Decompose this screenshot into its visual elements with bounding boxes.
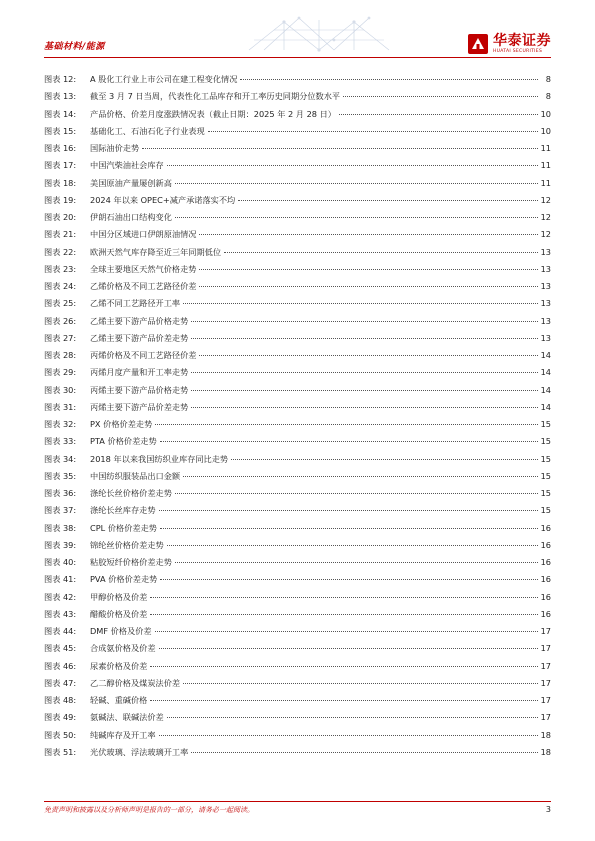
toc-entry[interactable] (44, 399, 551, 416)
toc-entry-label: 图表 24: (44, 281, 77, 291)
toc-entry-label: 图表 48: (44, 695, 77, 705)
toc-entry-page: 13 (540, 332, 551, 343)
toc-leader-dots (343, 96, 538, 97)
toc-entry-page: 15 (540, 453, 551, 464)
toc-entry[interactable] (44, 347, 551, 364)
circuit-pattern-icon (244, 10, 394, 56)
toc-entry[interactable] (44, 589, 551, 606)
toc-entry-title: 合成氨价格及价差 (90, 643, 156, 654)
toc-entry-label: 图表 41: (44, 574, 77, 585)
toc-entry-title: 甲醇价格及价差 (90, 591, 148, 602)
toc-leader-dots (339, 114, 538, 115)
toc-entry-page: 11 (540, 160, 551, 171)
toc-entry[interactable] (44, 330, 551, 347)
toc-entry-label: 图表 15: (44, 125, 77, 136)
toc-entry-label: 图表 46: (44, 660, 77, 671)
toc-entry-label: 图表 47: (44, 677, 77, 688)
toc-entry[interactable] (44, 71, 551, 88)
toc-entry-title: 乙二醇价格及煤炭法价差 (90, 677, 181, 688)
toc-entry-page: 12 (540, 229, 551, 240)
toc-entry[interactable] (44, 709, 551, 726)
toc-entry[interactable] (44, 416, 551, 433)
toc-entry[interactable] (44, 261, 551, 278)
toc-leader-dots (160, 579, 537, 580)
toc-entry-page: 15 (540, 505, 551, 516)
toc-entry-title: 中国汽柴油社会库存 (90, 160, 164, 171)
toc-entry-title: 乙烯主要下游产品价差走势 (90, 332, 189, 343)
toc-leader-dots (155, 631, 538, 632)
toc-entry[interactable] (44, 485, 551, 502)
toc-leader-dots (231, 459, 538, 460)
toc-entry-page: 13 (540, 263, 551, 274)
toc-entry[interactable] (44, 675, 551, 692)
toc-entry[interactable] (44, 364, 551, 381)
toc-entry-title: 锦纶丝价格价差走势 (90, 539, 164, 550)
toc-entry-page: 10 (540, 108, 551, 119)
toc-entry-label: 图表 51: (44, 746, 77, 757)
toc-entry-title: PX 价格价差走势 (90, 419, 153, 429)
toc-entry-title: PTA 价格价差走势 (90, 436, 157, 447)
toc-entry-page: 17 (540, 712, 551, 723)
toc-leader-dots (150, 597, 537, 598)
toc-leader-dots (159, 648, 538, 649)
logo-chinese-name: 华泰证券 (493, 32, 551, 49)
toc-entry-title: 国际油价走势 (90, 143, 140, 153)
toc-entry[interactable] (44, 520, 551, 537)
toc-leader-dots (167, 545, 538, 546)
toc-entry-label: 图表 30: (44, 384, 77, 395)
toc-entry[interactable] (44, 382, 551, 399)
toc-entry-label: 图表 45: (44, 643, 77, 654)
toc-entry-page: 17 (540, 677, 551, 688)
toc-leader-dots (224, 252, 538, 253)
toc-entry-page: 14 (540, 384, 551, 395)
toc-entry-title: DMF 价格及价差 (90, 626, 152, 636)
toc-leader-dots (240, 79, 538, 80)
toc-entry-label: 图表 31: (44, 401, 77, 412)
toc-entry[interactable] (44, 692, 551, 709)
toc-leader-dots (150, 614, 537, 615)
toc-leader-dots (191, 752, 537, 753)
toc-entry-page: 16 (540, 591, 551, 602)
toc-entry-page: 18 (540, 746, 551, 757)
toc-entry-page: 16 (540, 539, 551, 550)
toc-leader-dots (142, 148, 537, 149)
huatai-logo-icon (467, 33, 489, 55)
toc-entry-label: 图表 34: (44, 453, 77, 464)
toc-leader-dots (159, 510, 538, 511)
toc-entry-label: 图表 50: (44, 729, 77, 740)
toc-entry-title: 丙烯主要下游产品价差走势 (90, 401, 189, 412)
toc-entry[interactable] (44, 744, 551, 761)
toc-leader-dots (199, 286, 537, 287)
toc-entry-page: 17 (540, 660, 551, 671)
toc-leader-dots (199, 355, 537, 356)
toc-entry[interactable] (44, 451, 551, 468)
toc-entry[interactable] (44, 606, 551, 623)
toc-entry-title: 2024 年以来 OPEC+减产承诺落实不均 (90, 194, 236, 205)
toc-entry-title: 纯碱库存及开工率 (90, 729, 156, 740)
toc-entry-label: 图表 43: (44, 608, 77, 619)
toc-entry[interactable] (44, 175, 551, 192)
toc-entry-page: 16 (540, 608, 551, 619)
toc-entry-title: 粘胶短纤价格价差走势 (90, 557, 172, 567)
toc-entry-label: 图表 18: (44, 177, 77, 188)
toc-entry-title: 氨碱法、联碱法价差 (90, 712, 164, 723)
toc-entry-page: 15 (540, 436, 551, 447)
toc-entry-label: 图表 20: (44, 212, 77, 222)
toc-entry-page: 16 (540, 574, 551, 585)
toc-leader-dots (175, 562, 538, 563)
toc-leader-dots (191, 338, 537, 339)
toc-entry-title: 乙烯主要下游产品价格走势 (90, 315, 189, 326)
toc-entry-page: 11 (540, 177, 551, 188)
toc-entry-page: 13 (540, 281, 551, 291)
footer-divider (44, 801, 551, 802)
toc-entry-page: 15 (540, 470, 551, 481)
toc-entry[interactable] (44, 88, 551, 105)
toc-entry[interactable] (44, 571, 551, 588)
toc-entry-title: 欧洲天然气库存降至近三年同期低位 (90, 246, 222, 257)
toc-leader-dots (199, 234, 537, 235)
toc-entry-label: 图表 25: (44, 298, 77, 309)
toc-entry-label: 图表 17: (44, 160, 77, 171)
toc-entry-page: 15 (540, 419, 551, 429)
toc-leader-dots (160, 441, 538, 442)
toc-leader-dots (160, 528, 538, 529)
toc-entry-label: 图表 22: (44, 246, 77, 257)
toc-entry-page: 13 (540, 315, 551, 326)
section-title: 基础材料/能源 (44, 42, 105, 52)
toc-entry-label: 图表 12: (44, 74, 77, 84)
toc-entry-label: 图表 19: (44, 194, 77, 205)
toc-entry[interactable] (44, 106, 551, 123)
toc-leader-dots (183, 303, 538, 304)
toc-entry[interactable] (44, 554, 551, 571)
toc-entry-label: 图表 38: (44, 522, 77, 533)
toc-entry-label: 图表 29: (44, 367, 77, 378)
toc-entry-label: 图表 44: (44, 626, 77, 636)
toc-entry-title: 轻碱、重碱价格 (90, 695, 148, 705)
toc-leader-dots (199, 269, 537, 270)
toc-entry-label: 图表 39: (44, 539, 77, 550)
toc-entry-label: 图表 13: (44, 91, 77, 102)
toc-entry[interactable] (44, 502, 551, 519)
toc-entry-title: 尿素价格及价差 (90, 660, 148, 671)
toc-entry[interactable] (44, 727, 551, 744)
toc-leader-dots (159, 735, 538, 736)
toc-entry-label: 图表 26: (44, 315, 77, 326)
toc-entry-title: 丙烯主要下游产品价格走势 (90, 384, 189, 395)
toc-entry[interactable] (44, 537, 551, 554)
toc-entry-label: 图表 32: (44, 419, 77, 429)
toc-entry-page: 16 (540, 557, 551, 567)
toc-entry-title: 伊朗石油出口结构变化 (90, 212, 172, 222)
toc-entry-title: 2018 年以来我国纺织业库存同比走势 (90, 453, 229, 464)
toc-entry-page: 14 (540, 350, 551, 360)
toc-entry-page: 13 (540, 246, 551, 257)
toc-entry-label: 图表 21: (44, 229, 77, 240)
toc-entry-title: PVA 价格价差走势 (90, 574, 158, 585)
header-divider (44, 57, 551, 58)
toc-entry-title: 乙烯价格及不同工艺路径价差 (90, 281, 197, 291)
toc-entry-label: 图表 28: (44, 350, 77, 360)
toc-entry-label: 图表 16: (44, 143, 77, 153)
toc-entry-page: 14 (540, 401, 551, 412)
toc-entry-label: 图表 49: (44, 712, 77, 723)
figure-index (44, 71, 551, 761)
toc-entry[interactable] (44, 295, 551, 312)
toc-leader-dots (167, 717, 538, 718)
toc-entry[interactable] (44, 209, 551, 226)
toc-leader-dots (191, 407, 537, 408)
disclaimer-note: 免责声明和披露以及分析师声明是报告的一部分，请务必一起阅读。 (44, 806, 254, 814)
toc-entry-title: 全球主要地区天然气价格走势 (90, 263, 197, 274)
toc-entry-label: 图表 36: (44, 488, 77, 498)
toc-entry-title: 中国分区域进口伊朗原油情况 (90, 229, 197, 240)
toc-entry-label: 图表 14: (44, 108, 77, 119)
toc-entry[interactable] (44, 140, 551, 157)
toc-entry[interactable] (44, 226, 551, 243)
toc-entry-title: 涤纶长丝价格价差走势 (90, 488, 172, 498)
toc-entry-title: 基础化工、石油石化子行业表现 (90, 125, 205, 136)
toc-entry-title: 截至 3 月 7 日当周，代表性化工品库存和开工率历史同期分位数水平 (90, 91, 341, 102)
toc-entry[interactable] (44, 157, 551, 174)
toc-entry-label: 图表 23: (44, 263, 77, 274)
toc-entry-page: 13 (540, 298, 551, 309)
toc-leader-dots (183, 683, 538, 684)
toc-entry-page: 8 (545, 74, 551, 84)
toc-entry-page: 12 (540, 194, 551, 205)
toc-leader-dots (155, 424, 537, 425)
logo-english-name: HUATAI SECURITIES (493, 48, 543, 54)
toc-entry-title: CPL 价格价差走势 (90, 522, 157, 533)
toc-leader-dots (150, 700, 537, 701)
toc-entry-page: 17 (540, 695, 551, 705)
toc-entry-title: 丙烯月度产量和开工率走势 (90, 367, 189, 378)
toc-entry-page: 15 (540, 488, 551, 498)
toc-leader-dots (167, 165, 538, 166)
toc-entry[interactable] (44, 640, 551, 657)
toc-entry[interactable] (44, 468, 551, 485)
toc-entry-title: 产品价格、价差月度涨跌情况表（截止日期：2025 年 2 月 28 日） (90, 108, 336, 119)
toc-entry-title: 丙烯价格及不同工艺路径价差 (90, 350, 197, 360)
toc-entry-label: 图表 33: (44, 436, 77, 447)
toc-leader-dots (183, 476, 538, 477)
toc-leader-dots (175, 183, 538, 184)
toc-entry-page: 17 (540, 643, 551, 654)
toc-entry[interactable] (44, 623, 551, 640)
toc-leader-dots (238, 200, 537, 201)
toc-entry-title: 中国纺织服装品出口金额 (90, 470, 181, 481)
toc-leader-dots (175, 217, 538, 218)
toc-entry-title: 美国原油产量屡创新高 (90, 177, 172, 188)
page-footer (44, 801, 551, 814)
company-logo (467, 33, 551, 55)
toc-leader-dots (191, 390, 537, 391)
toc-entry[interactable] (44, 278, 551, 295)
toc-entry-page: 17 (540, 626, 551, 636)
toc-entry-title: 醋酸价格及价差 (90, 608, 148, 619)
toc-entry-title: 涤纶长丝库存走势 (90, 505, 156, 516)
toc-entry[interactable] (44, 658, 551, 675)
toc-entry-label: 图表 40: (44, 557, 77, 567)
toc-entry-title: 乙烯不同工艺路径开工率 (90, 298, 181, 309)
toc-leader-dots (175, 493, 538, 494)
toc-entry-title: A 股化工行业上市公司在建工程变化情况 (90, 74, 238, 84)
toc-leader-dots (191, 321, 537, 322)
toc-entry-page: 12 (540, 212, 551, 222)
toc-entry-page: 16 (540, 522, 551, 533)
toc-entry-page: 11 (540, 143, 551, 153)
toc-leader-dots (150, 666, 537, 667)
toc-entry-page: 8 (545, 91, 551, 102)
toc-entry[interactable] (44, 244, 551, 261)
toc-entry-title: 光伏玻璃、浮法玻璃开工率 (90, 746, 189, 757)
page-number: 3 (545, 805, 551, 814)
toc-entry[interactable] (44, 192, 551, 209)
toc-entry-label: 图表 37: (44, 505, 77, 516)
toc-entry-page: 14 (540, 367, 551, 378)
toc-entry[interactable] (44, 433, 551, 450)
toc-entry-page: 10 (540, 125, 551, 136)
toc-leader-dots (208, 131, 538, 132)
toc-entry[interactable] (44, 123, 551, 140)
toc-entry-label: 图表 35: (44, 470, 77, 481)
toc-entry-page: 18 (540, 729, 551, 740)
page-header (44, 0, 551, 60)
toc-entry-label: 图表 42: (44, 591, 77, 602)
toc-entry-label: 图表 27: (44, 332, 77, 343)
toc-leader-dots (191, 372, 537, 373)
toc-entry[interactable] (44, 313, 551, 330)
